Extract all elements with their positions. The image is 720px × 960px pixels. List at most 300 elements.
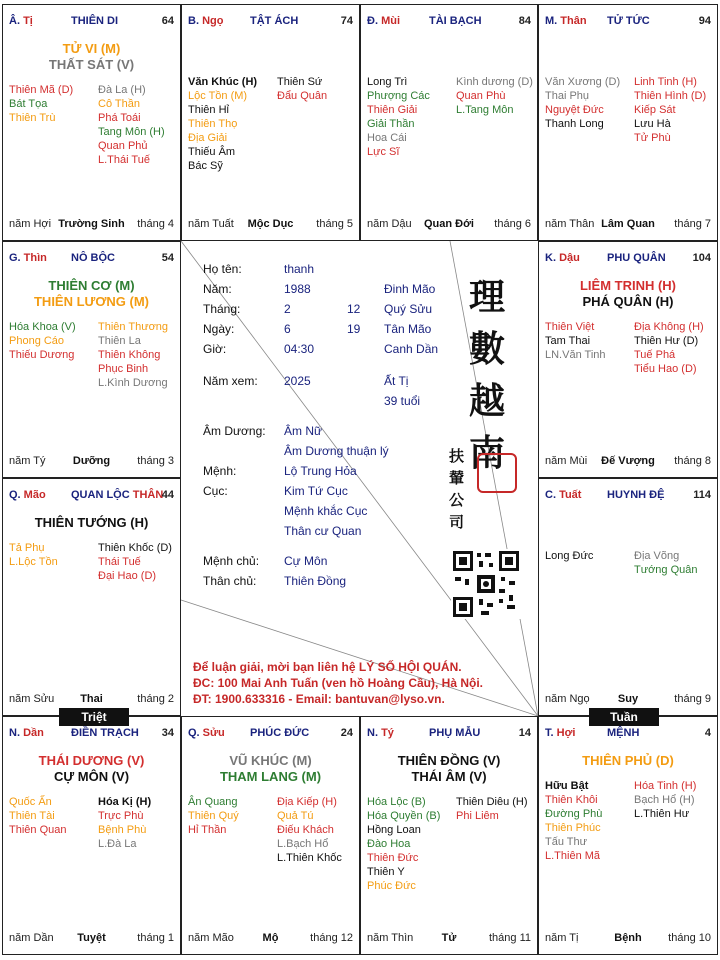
- minor-star: Bác Sỹ: [188, 160, 223, 172]
- minor-star: Cô Thần: [98, 98, 140, 110]
- minor-star: Lưu Hà: [634, 118, 671, 130]
- minor-star: Thiên Hỉ: [188, 104, 229, 116]
- info-label: Họ tên:: [203, 262, 242, 276]
- palace-header: [188, 727, 353, 741]
- main-stars: [539, 278, 717, 310]
- seal-character: 理: [469, 276, 506, 318]
- minor-star: Thai Phụ: [545, 90, 590, 102]
- center-info: [181, 241, 538, 716]
- palace-title: PHÚC ĐỨC: [250, 727, 310, 739]
- minor-star: Thiên Trù: [9, 112, 56, 124]
- palace-branch: [545, 727, 575, 739]
- palace-title: NÔ BỘC: [71, 252, 115, 264]
- palace-cell: [181, 716, 360, 955]
- minor-star: Thiên Hư (D): [634, 335, 699, 347]
- stars-left: [9, 795, 66, 837]
- branch-label: Sửu: [202, 727, 225, 739]
- stars-left: [545, 320, 606, 362]
- palace-age: 44: [161, 489, 174, 501]
- branch-label: Dậu: [559, 252, 580, 264]
- minor-star: Thiên Thọ: [188, 118, 238, 130]
- can-label: N.: [367, 727, 382, 739]
- main-stars: [361, 753, 537, 785]
- minor-star: Thiên Khốc (D): [98, 542, 172, 554]
- info-can-chi: Tân Mão: [384, 322, 432, 336]
- minor-star: Phong Cáo: [9, 335, 65, 347]
- palace-title: MỆNH: [607, 727, 640, 739]
- main-star: THIÊN PHỦ (D): [582, 753, 674, 768]
- minor-star: Thiên Y: [367, 866, 405, 878]
- main-star: PHÁ QUÂN (H): [582, 294, 674, 309]
- palace-year: năm Tị: [545, 932, 579, 944]
- palace-age: 94: [698, 15, 711, 27]
- minor-star: Thái Tuế: [98, 556, 141, 568]
- palace-age: 74: [340, 15, 353, 27]
- palace-header: [9, 489, 174, 503]
- palace-branch: [9, 15, 33, 27]
- minor-star: Tuế Phá: [634, 349, 676, 361]
- seal-character: 公: [449, 491, 465, 509]
- info-value: 1988: [284, 282, 311, 296]
- menh-chu-value: Cự Môn: [284, 554, 328, 568]
- palace-name: [71, 489, 163, 501]
- palace-header: [9, 15, 174, 29]
- palace-stage: Đế Vượng: [601, 455, 655, 467]
- palace-branch: [545, 15, 587, 27]
- palace-footer: [9, 218, 174, 232]
- palace-name: [250, 727, 309, 739]
- palace-stage: Thai: [80, 693, 103, 705]
- can-label: G.: [9, 252, 24, 264]
- palace-age: 4: [704, 727, 711, 739]
- palace-footer: [367, 932, 531, 946]
- main-star: CỰ MÔN (V): [53, 769, 130, 784]
- palace-header: [545, 727, 711, 741]
- palace-stage: Tử: [441, 932, 457, 944]
- palace-name: [71, 252, 115, 264]
- stars-right: [98, 795, 151, 851]
- palace-stage: Bệnh: [614, 932, 642, 944]
- branch-label: Thân: [560, 15, 587, 27]
- tuoi-value: 39 tuổi: [384, 394, 421, 408]
- stars-left: [545, 549, 593, 563]
- main-stars: [3, 278, 180, 310]
- branch-label: Thìn: [23, 252, 47, 264]
- minor-star: Long Trì: [367, 76, 408, 88]
- palace-month: tháng 12: [310, 932, 353, 944]
- minor-star: Phúc Đức: [367, 880, 416, 892]
- palace-title: QUAN LỘC: [71, 489, 130, 501]
- palace-name: [429, 727, 480, 739]
- palace-branch: [9, 727, 44, 739]
- minor-star: Thiên Việt: [545, 321, 595, 333]
- minor-star: Phá Toái: [98, 112, 141, 124]
- palace-footer: [188, 218, 353, 232]
- palace-month: tháng 1: [137, 932, 174, 944]
- minor-star: Đường Phù: [545, 808, 603, 820]
- palace-header: [545, 15, 711, 29]
- minor-star: Lực Sĩ: [367, 146, 400, 158]
- minor-star: Đào Hoa: [367, 838, 411, 850]
- minor-star: Linh Tinh (H): [634, 76, 697, 88]
- palace-title: PHU QUÂN: [607, 252, 666, 264]
- palace-title: ĐIỀN TRẠCH: [71, 727, 139, 739]
- main-stars: [182, 753, 359, 785]
- palace-name: [71, 727, 139, 739]
- palace-branch: [188, 727, 225, 739]
- palace-title: THIÊN DI: [71, 15, 119, 27]
- minor-star: Ân Quang: [188, 796, 238, 808]
- palace-stage: Suy: [617, 693, 639, 705]
- palace-month: tháng 5: [316, 218, 353, 230]
- palace-stage: Mộc Dục: [247, 218, 294, 230]
- nam-xem-can: Ất Tị: [384, 374, 409, 388]
- main-stars: [3, 753, 180, 785]
- contact-phone-email[interactable]: ĐT: 1900.633316 - Email: bantuvan@lyso.vn.: [193, 692, 445, 706]
- seal-character: 司: [449, 513, 465, 531]
- cuc-label: Cục:: [203, 484, 228, 498]
- palace-age: 14: [518, 727, 531, 739]
- palace-name: [607, 252, 666, 264]
- palace-month: tháng 2: [137, 693, 174, 705]
- stars-left: [9, 541, 58, 569]
- red-stamp-icon: [477, 453, 517, 493]
- palace-title: TỬ TỨC: [607, 15, 650, 27]
- stars-left: [545, 779, 602, 863]
- main-star: TỬ VI (M): [62, 41, 121, 56]
- palace-header: [9, 252, 174, 266]
- minor-star: Bát Tọa: [9, 98, 48, 110]
- palace-age: 64: [161, 15, 174, 27]
- palace-cell: [538, 4, 718, 241]
- triet-tag: Triệt: [59, 708, 129, 726]
- stars-right: [634, 320, 704, 376]
- palace-cell: [538, 241, 718, 478]
- palace-month: tháng 3: [137, 455, 174, 467]
- menh-label: Mệnh:: [203, 464, 237, 478]
- palace-stage: Trường Sinh: [58, 218, 125, 230]
- palace-name: [250, 15, 298, 27]
- palace-month: tháng 8: [674, 455, 711, 467]
- main-star: THẤT SÁT (V): [48, 57, 135, 72]
- minor-star: Hỉ Thần: [188, 824, 227, 836]
- seal-character: 輦: [449, 469, 465, 487]
- tuan-tag: Tuần: [589, 708, 659, 726]
- palace-cell: [538, 478, 718, 716]
- palace-branch: [545, 252, 580, 264]
- minor-star: Hồng Loan: [367, 824, 421, 836]
- palace-footer: [545, 693, 711, 707]
- minor-star: Thiên Quý: [188, 810, 239, 822]
- palace-header: [9, 727, 174, 741]
- seal-character: 數: [469, 328, 506, 370]
- can-label: B.: [188, 15, 203, 27]
- menh-chu-label: Mệnh chủ:: [203, 554, 260, 568]
- stars-right: [634, 549, 698, 577]
- palace-stage: Lâm Quan: [601, 218, 655, 230]
- stars-right: [634, 75, 706, 145]
- am-duong-label: Âm Dương:: [203, 424, 266, 438]
- palace-title: TẬT ÁCH: [250, 15, 299, 27]
- stars-right: [277, 795, 342, 865]
- branch-label: Mão: [23, 489, 46, 501]
- minor-star: Hóa Lộc (B): [367, 796, 426, 808]
- palace-year: năm Thìn: [367, 932, 414, 944]
- minor-star: Tướng Quân: [634, 564, 698, 576]
- palace-name: [607, 15, 650, 27]
- palace-year: năm Mão: [188, 932, 234, 944]
- stars-right: [98, 83, 165, 167]
- palace-title: TÀI BẠCH: [429, 15, 482, 27]
- minor-star: Hữu Bật: [545, 780, 589, 792]
- info-value: 04:30: [284, 342, 315, 356]
- palace-year: năm Hợi: [9, 218, 52, 230]
- palace-branch: [367, 15, 400, 27]
- minor-star: Kiếp Sát: [634, 104, 676, 116]
- minor-star: Thiên Thương: [98, 321, 169, 333]
- palace-year: năm Mùi: [545, 455, 588, 467]
- minor-star: Thiên Đức: [367, 852, 419, 864]
- info-value: thanh: [284, 262, 315, 276]
- palace-name: [429, 15, 482, 27]
- minor-star: Địa Không (H): [634, 321, 704, 333]
- than-cu: Thân cư Quan: [284, 524, 362, 538]
- minor-star: Phi Liêm: [456, 810, 499, 822]
- minor-star: Thiên Quan: [9, 824, 67, 836]
- can-label: Â.: [9, 15, 24, 27]
- than-marker: THÂN: [132, 489, 164, 501]
- stars-left: [9, 320, 76, 362]
- minor-star: Địa Giải: [188, 132, 228, 144]
- minor-star: Lộc Tồn (M): [188, 90, 248, 102]
- minor-star: Bạch Hổ (H): [634, 794, 695, 806]
- palace-name: [607, 727, 639, 739]
- info-can-chi: Canh Dần: [384, 342, 439, 356]
- can-label: K.: [545, 252, 560, 264]
- stars-left: [367, 795, 440, 893]
- can-label: N.: [9, 727, 24, 739]
- palace-title: PHỤ MẪU: [429, 727, 481, 739]
- palace-title: HUYNH ĐỆ: [607, 489, 665, 501]
- minor-star: Thiên Diêu (H): [456, 796, 528, 808]
- palace-footer: [188, 932, 353, 946]
- palace-cell: [181, 4, 360, 241]
- stars-right: [98, 320, 168, 390]
- palace-footer: [545, 932, 711, 946]
- palace-header: [188, 15, 353, 29]
- menh-value: Lộ Trung Hỏa: [284, 464, 357, 478]
- minor-star: Thiên Giải: [367, 104, 418, 116]
- minor-star: Thiên La: [98, 335, 141, 347]
- info-lunar: 19: [347, 322, 361, 336]
- palace-branch: [9, 252, 47, 264]
- seal-character: 南: [469, 432, 506, 474]
- palace-stage: Dưỡng: [72, 455, 111, 467]
- minor-star: Tấu Thư: [545, 836, 588, 848]
- palace-header: [545, 252, 711, 266]
- palace-branch: [367, 727, 394, 739]
- palace-year: năm Tý: [9, 455, 46, 467]
- seal-character: 扶: [449, 447, 465, 465]
- minor-star: Văn Xương (D): [545, 76, 621, 88]
- minor-star: L.Thiên Mã: [545, 850, 601, 862]
- main-star: THAM LANG (M): [219, 769, 322, 784]
- than-chu-label: Thân chủ:: [203, 574, 257, 588]
- palace-footer: [367, 218, 531, 232]
- palace-footer: [545, 218, 711, 232]
- palace-cell: [360, 716, 538, 955]
- minor-star: Thiên Không: [98, 349, 161, 361]
- minor-star: Long Đức: [545, 550, 594, 562]
- info-label: Năm:: [203, 282, 232, 296]
- contact-address: ĐC: 100 Mai Anh Tuấn (ven hồ Hoàng Cầu), Hà Nội.: [193, 676, 484, 690]
- minor-star: L.Thiên Khốc: [277, 852, 342, 864]
- palace-age: 24: [340, 727, 353, 739]
- stars-right: [456, 75, 533, 117]
- palace-stage: Quan Đới: [424, 218, 474, 230]
- palace-age: 104: [692, 252, 711, 264]
- stars-right: [98, 541, 172, 583]
- minor-star: Quốc Ấn: [9, 796, 52, 808]
- minor-star: Đẩu Quân: [277, 90, 328, 102]
- nam-xem-label: Năm xem:: [203, 374, 258, 388]
- minor-star: Hóa Tinh (H): [634, 780, 697, 792]
- minor-star: L.Thiên Hư: [634, 808, 690, 820]
- stars-left: [367, 75, 430, 159]
- palace-month: tháng 9: [674, 693, 711, 705]
- main-star: THIÊN ĐỒNG (V): [397, 753, 501, 768]
- stars-left: [188, 75, 257, 173]
- palace-branch: [188, 15, 223, 27]
- info-value: 6: [284, 322, 291, 336]
- minor-star: Hoa Cái: [367, 132, 407, 144]
- palace-year: năm Dần: [9, 932, 54, 944]
- main-stars: [3, 41, 180, 73]
- main-star: THIÊN CƠ (M): [48, 278, 135, 293]
- palace-header: [367, 15, 531, 29]
- branch-label: Ngọ: [202, 15, 224, 27]
- minor-star: Thiên Khôi: [545, 794, 598, 806]
- main-star: VŨ KHÚC (M): [229, 753, 312, 768]
- minor-star: L.Thái Tuế: [98, 154, 150, 166]
- minor-star: Phượng Các: [367, 90, 430, 102]
- palace-cell: [2, 241, 181, 478]
- info-can-chi: Quý Sửu: [384, 302, 433, 316]
- branch-label: Tị: [23, 15, 33, 27]
- branch-label: Dần: [23, 727, 44, 739]
- palace-year: năm Ngọ: [545, 693, 590, 705]
- minor-star: Thiên Phúc: [545, 822, 601, 834]
- minor-star: Bệnh Phù: [98, 824, 147, 836]
- minor-star: Phục Binh: [98, 363, 149, 375]
- than-chu-value: Thiên Đồng: [284, 574, 347, 588]
- minor-star: Tiểu Hao (D): [634, 363, 697, 375]
- minor-star: Hóa Quyền (B): [367, 810, 441, 822]
- can-label: M.: [545, 15, 561, 27]
- palace-name: [71, 15, 118, 27]
- main-star: THÁI DƯƠNG (V): [38, 753, 145, 768]
- minor-star: Điếu Khách: [277, 824, 334, 836]
- cuc-relation: Mệnh khắc Cục: [284, 504, 368, 518]
- info-label: Ngày:: [203, 322, 235, 336]
- palace-year: năm Tuất: [188, 218, 234, 230]
- minor-star: Kình dương (D): [456, 76, 533, 88]
- stars-left: [545, 75, 620, 131]
- minor-star: L.Tang Môn: [456, 104, 514, 116]
- minor-star: L.Lộc Tồn: [9, 556, 58, 568]
- palace-footer: [9, 693, 174, 707]
- minor-star: L.Kình Dương: [98, 377, 168, 389]
- main-stars: [539, 753, 717, 769]
- branch-label: Tuất: [559, 489, 582, 501]
- main-star: THIÊN LƯƠNG (M): [33, 294, 150, 309]
- info-can-chi: Đinh Mão: [384, 282, 436, 296]
- minor-star: Đà La (H): [98, 84, 146, 96]
- qr-code-icon[interactable]: [451, 549, 521, 619]
- stars-left: [9, 83, 73, 125]
- palace-cell: [538, 716, 718, 955]
- palace-month: tháng 10: [668, 932, 711, 944]
- minor-star: Tử Phù: [634, 132, 671, 144]
- palace-cell: [2, 4, 181, 241]
- minor-star: L.Đà La: [98, 838, 137, 850]
- info-lunar: 12: [347, 302, 361, 316]
- palace-branch: [545, 489, 581, 501]
- palace-stage: Tuyệt: [77, 932, 106, 944]
- palace-year: năm Sửu: [9, 693, 55, 705]
- can-label: Q.: [9, 489, 24, 501]
- contact-block: [193, 659, 483, 707]
- stars-right: [634, 779, 696, 821]
- minor-star: Địa Võng: [634, 550, 680, 562]
- palace-year: năm Dậu: [367, 218, 412, 230]
- minor-star: Tang Môn (H): [98, 126, 165, 138]
- main-stars: [3, 515, 180, 531]
- minor-star: Nguyệt Đức: [545, 104, 604, 116]
- palace-name: [607, 489, 664, 501]
- minor-star: Trực Phù: [98, 810, 144, 822]
- can-label: Đ.: [367, 15, 382, 27]
- minor-star: LN.Văn Tinh: [545, 349, 606, 361]
- palace-footer: [9, 932, 174, 946]
- minor-star: Thiên Mã (D): [9, 84, 74, 96]
- palace-month: tháng 11: [488, 932, 531, 944]
- stars-right: [456, 795, 528, 823]
- info-value: 2: [284, 302, 291, 316]
- minor-star: Địa Kiếp (H): [277, 796, 337, 808]
- main-star: THÁI ÂM (V): [411, 769, 487, 784]
- palace-age: 34: [161, 727, 174, 739]
- can-label: Q.: [188, 727, 203, 739]
- minor-star: Tam Thai: [545, 335, 591, 347]
- branch-label: Hợi: [556, 727, 576, 739]
- main-star: THIÊN TƯỚNG (H): [34, 515, 149, 530]
- palace-header: [367, 727, 531, 741]
- minor-star: Quan Phủ: [98, 140, 148, 152]
- seal-character: 越: [469, 380, 506, 422]
- main-star: LIÊM TRINH (H): [579, 278, 677, 293]
- nam-xem-value: 2025: [284, 374, 311, 388]
- minor-star: Quả Tú: [277, 810, 314, 822]
- palace-footer: [545, 455, 711, 469]
- can-label: C.: [545, 489, 560, 501]
- branch-label: Mùi: [381, 15, 401, 27]
- minor-star: Văn Khúc (H): [188, 76, 258, 88]
- minor-star: Thiên Sứ: [277, 76, 323, 88]
- palace-cell: [360, 4, 538, 241]
- stars-left: [188, 795, 239, 837]
- palace-branch: [9, 489, 46, 501]
